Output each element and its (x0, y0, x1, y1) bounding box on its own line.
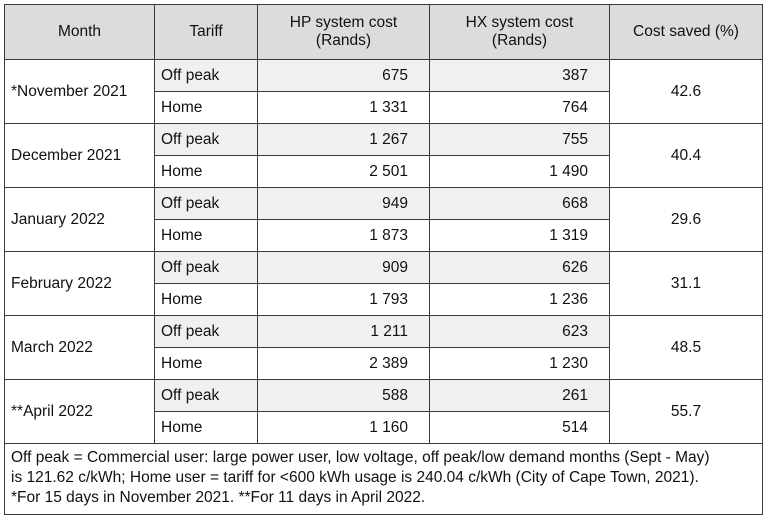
hp-cost-cell: 675 (258, 60, 430, 92)
tariff-cell: Off peak (155, 252, 258, 284)
footnote-line-1: Off peak = Commercial user: large power user, low voltage, off peak/low demand months (Sept - May) (11, 449, 710, 466)
hx-cost-cell: 1 230 (430, 348, 610, 380)
hp-cost-cell: 2 389 (258, 348, 430, 380)
tariff-cell: Home (155, 220, 258, 252)
hp-cost-cell: 1 331 (258, 92, 430, 124)
footnote-line-2: is 121.62 c/kWh; Home user = tariff for <600 kWh usage is 240.04 c/kWh (City of Cape Town, 2021). (11, 469, 699, 486)
hx-cost-cell: 1 490 (430, 156, 610, 188)
month-cell: December 2021 (5, 124, 155, 188)
header-hp-cost (258, 5, 430, 60)
hx-cost-cell: 755 (430, 124, 610, 156)
cost-saved-cell: 40.4 (610, 124, 763, 188)
tariff-cell: Home (155, 412, 258, 444)
hp-cost-cell: 1 267 (258, 124, 430, 156)
tariff-cell: Off peak (155, 380, 258, 412)
header-hx-cost (430, 5, 610, 60)
table-header-row (5, 5, 763, 60)
hx-cost-cell: 1 319 (430, 220, 610, 252)
header-hp-cost-line2: (Rands) (315, 32, 372, 49)
hx-cost-cell: 626 (430, 252, 610, 284)
month-cell: *November 2021 (5, 60, 155, 124)
header-hp-cost-line1: HP system cost (289, 14, 398, 31)
table-row (5, 316, 763, 348)
month-cell: **April 2022 (5, 380, 155, 444)
hx-cost-cell: 261 (430, 380, 610, 412)
tariff-cell: Home (155, 92, 258, 124)
hp-cost-cell: 1 160 (258, 412, 430, 444)
cost-table-container (4, 4, 762, 515)
hp-cost-cell: 909 (258, 252, 430, 284)
table-body (5, 60, 763, 444)
hp-cost-cell: 588 (258, 380, 430, 412)
footnote-line-3: *For 15 days in November 2021. **For 11 days in April 2022. (11, 489, 426, 506)
month-cell: January 2022 (5, 188, 155, 252)
hx-cost-cell: 514 (430, 412, 610, 444)
table-row (5, 60, 763, 92)
hp-cost-cell: 2 501 (258, 156, 430, 188)
cost-comparison-table (4, 4, 763, 515)
tariff-cell: Off peak (155, 124, 258, 156)
header-cost-saved: Cost saved (%) (610, 5, 763, 60)
cost-saved-cell: 48.5 (610, 316, 763, 380)
tariff-cell: Off peak (155, 316, 258, 348)
tariff-cell: Off peak (155, 188, 258, 220)
hx-cost-cell: 764 (430, 92, 610, 124)
table-row (5, 188, 763, 220)
hp-cost-cell: 1 873 (258, 220, 430, 252)
hp-cost-cell: 1 211 (258, 316, 430, 348)
tariff-cell: Home (155, 348, 258, 380)
month-cell: March 2022 (5, 316, 155, 380)
hx-cost-cell: 623 (430, 316, 610, 348)
footnote-row (5, 444, 763, 515)
cost-saved-cell: 29.6 (610, 188, 763, 252)
tariff-cell: Home (155, 284, 258, 316)
table-row (5, 252, 763, 284)
tariff-cell: Home (155, 156, 258, 188)
header-hx-cost-line2: (Rands) (491, 32, 548, 49)
table-row (5, 380, 763, 412)
tariff-cell: Off peak (155, 60, 258, 92)
hp-cost-cell: 1 793 (258, 284, 430, 316)
hx-cost-cell: 668 (430, 188, 610, 220)
table-row (5, 124, 763, 156)
hx-cost-cell: 387 (430, 60, 610, 92)
header-tariff: Tariff (155, 5, 258, 60)
hx-cost-cell: 1 236 (430, 284, 610, 316)
hp-cost-cell: 949 (258, 188, 430, 220)
month-cell: February 2022 (5, 252, 155, 316)
cost-saved-cell: 55.7 (610, 380, 763, 444)
header-hx-cost-line1: HX system cost (465, 14, 574, 31)
cost-saved-cell: 31.1 (610, 252, 763, 316)
cost-saved-cell: 42.6 (610, 60, 763, 124)
table-footnote (5, 444, 763, 515)
header-month: Month (5, 5, 155, 60)
